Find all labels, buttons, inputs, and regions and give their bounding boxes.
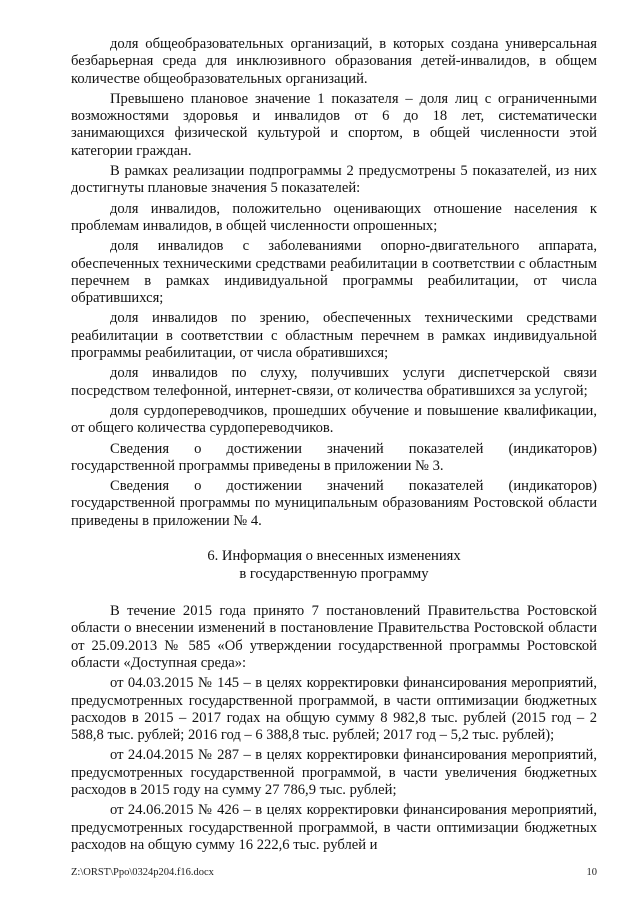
page-footer bbox=[71, 867, 597, 878]
paragraph: В течение 2015 года принято 7 постановлений Правительства Ростовской области о внесении изменений в постановление Правительства Ростовской области от 25.09.2013 № 585 «Об утверждении государственной программы Ростовской области «Доступная среда»: bbox=[71, 603, 597, 671]
list-item: от 24.04.2015 № 287 – в целях корректировки финансирования мероприятий, предусмотренных государственной программой, в части увеличения бюджетных расходов в 2015 году на сумму 27 786,9 тыс. рублей; bbox=[71, 747, 597, 798]
list-item: доля инвалидов с заболеваниями опорно-двигательного аппарата, обеспеченных техническими средствами реабилитации в соответствии с областным перечнем в рамках индивидуальной программы реабилитации, от числа обратившихся; bbox=[71, 238, 597, 307]
list-item: доля инвалидов по зрению, обеспеченных техническими средствами реабилитации в соответствии с областным перечнем в рамках индивидуальной программы реабилитации, от числа обратившихся; bbox=[71, 310, 597, 362]
paragraph: Сведения о достижении значений показателей (индикаторов) государственной программы приведены в приложении № 3. bbox=[71, 440, 597, 474]
list-item: от 04.03.2015 № 145 – в целях корректировки финансирования мероприятий, предусмотренных государственной программой, в части оптимизации бюджетных расходов в 2015 – 2017 годах на общую сумму 8 982,8 тыс. рублей (2015 год – 2 588,8 тыс. рублей; 2016 год – 6 388,8 тыс. рублей; 2017 год – 5,2 тыс. рублей); bbox=[71, 675, 597, 744]
document-page bbox=[71, 36, 597, 854]
paragraph: доля общеобразовательных организаций, в которых создана универсальная безбарьерная среда для инклюзивного образования детей-инвалидов, в общем количестве общеобразовательных организаций. bbox=[71, 36, 597, 87]
list-item: доля сурдопереводчиков, прошедших обучение и повышение квалификации, от общего количества сурдопереводчиков. bbox=[71, 402, 597, 437]
list-item: от 24.06.2015 № 426 – в целях корректировки финансирования мероприятий, предусмотренных государственной программой, в части оптимизации бюджетных расходов на общую сумму 16 222,6 тыс. рублей и bbox=[71, 802, 597, 853]
list-item: доля инвалидов по слуху, получивших услуги диспетчерской связи посредством телефонной, интернет-связи, от количества обратившихся за услугой; bbox=[71, 365, 597, 399]
section-heading-line: в государственную программу bbox=[239, 566, 429, 583]
section-heading-line: 6. Информация о внесенных изменениях bbox=[207, 548, 461, 565]
section-heading bbox=[71, 547, 597, 583]
paragraph: В рамках реализации подпрограммы 2 предусмотрены 5 показателей, из них достигнуты плановые значения 5 показателей: bbox=[71, 163, 597, 197]
paragraph: Превышено плановое значение 1 показателя – доля лиц с ограниченными возможностями здоровья и инвалидов от 6 до 18 лет, систематически занимающихся физической культурой и спортом, в общей численности этой категории граждан. bbox=[71, 90, 597, 159]
list-item: доля инвалидов, положительно оценивающих отношение населения к проблемам инвалидов, в общей численности опрошенных; bbox=[71, 200, 597, 234]
page-number: 10 bbox=[586, 867, 597, 878]
paragraph: Сведения о достижении значений показателей (индикаторов) государственной программы по муниципальным образованиям Ростовской области приведены в приложении № 4. bbox=[71, 478, 597, 529]
file-path: Z:\ORST\Ppo\0324p204.f16.docx bbox=[71, 867, 214, 878]
